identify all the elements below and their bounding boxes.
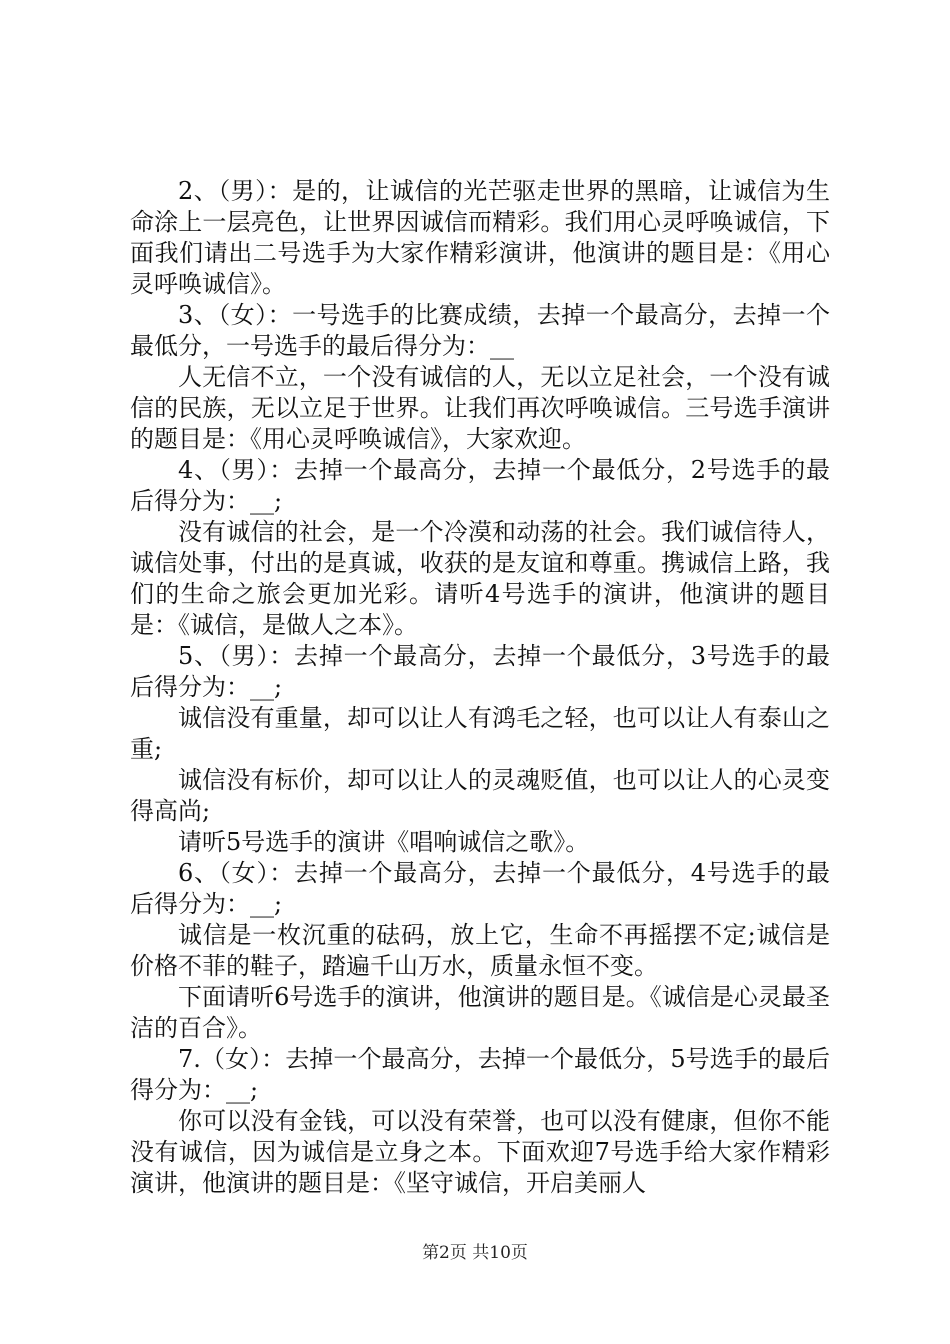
- paragraph-9: 请听5号选手的演讲《唱响诚信之歌》。: [178, 828, 590, 856]
- body-text: [130, 176, 830, 1199]
- paragraph-1: 2、（男）：是的，让诚信的光芒驱走世界的黑暗，让诚信为生命涂上一层亮色，让世界因诚信而精彩。我们用心灵呼唤诚信，下面我们请出二号选手为大家作精彩演讲，他演讲的题目是：《用心灵呼唤诚信》。: [130, 177, 830, 298]
- paragraph-12: 下面请听6号选手的演讲，他演讲的题目是。《诚信是心灵最圣洁的百合》。: [130, 983, 830, 1042]
- paragraph-8: 诚信没有标价，却可以让人的灵魂贬值，也可以让人的心灵变得高尚;: [130, 766, 830, 825]
- paragraph-11: 诚信是一枚沉重的砝码，放上它，生命不再摇摆不定;诚信是价格不菲的鞋子，踏遍千山万水，质量永恒不变。: [130, 921, 830, 980]
- paragraph-10: 6、（女）：去掉一个最高分，去掉一个最低分，4号选手的最后得分为：__;: [130, 859, 830, 918]
- paragraph-6: 5、（男）：去掉一个最高分，去掉一个最低分，3号选手的最后得分为：__;: [130, 642, 830, 701]
- paragraph-5: 没有诚信的社会，是一个冷漠和动荡的社会。我们诚信待人，诚信处事，付出的是真诚，收获的是友谊和尊重。携诚信上路，我们的生命之旅会更加光彩。请听4号选手的演讲，他演讲的题目是：《诚信，是做人之本》。: [130, 518, 830, 639]
- paragraph-14: 你可以没有金钱，可以没有荣誉，也可以没有健康，但你不能没有诚信，因为诚信是立身之本。下面欢迎7号选手给大家作精彩演讲，他演讲的题目是：《坚守诚信，开启美丽人: [130, 1107, 830, 1197]
- page-footer: 第2页 共10页: [422, 1243, 528, 1263]
- paragraph-7: 诚信没有重量，却可以让人有鸿毛之轻，也可以让人有泰山之重;: [130, 704, 830, 763]
- paragraph-4: 4、（男）：去掉一个最高分，去掉一个最低分，2号选手的最后得分为：__;: [130, 456, 830, 515]
- paragraph-3: 人无信不立，一个没有诚信的人，无以立足社会，一个没有诚信的民族，无以立足于世界。让我们再次呼唤诚信。三号选手演讲的题目是：《用心灵呼唤诚信》，大家欢迎。: [130, 363, 830, 453]
- paragraph-2: 3、（女）：一号选手的比赛成绩，去掉一个最高分，去掉一个最低分，一号选手的最后得分为：__: [130, 301, 830, 360]
- paragraph-13: 7.（女）：去掉一个最高分，去掉一个最低分，5号选手的最后得分为：__;: [130, 1045, 830, 1104]
